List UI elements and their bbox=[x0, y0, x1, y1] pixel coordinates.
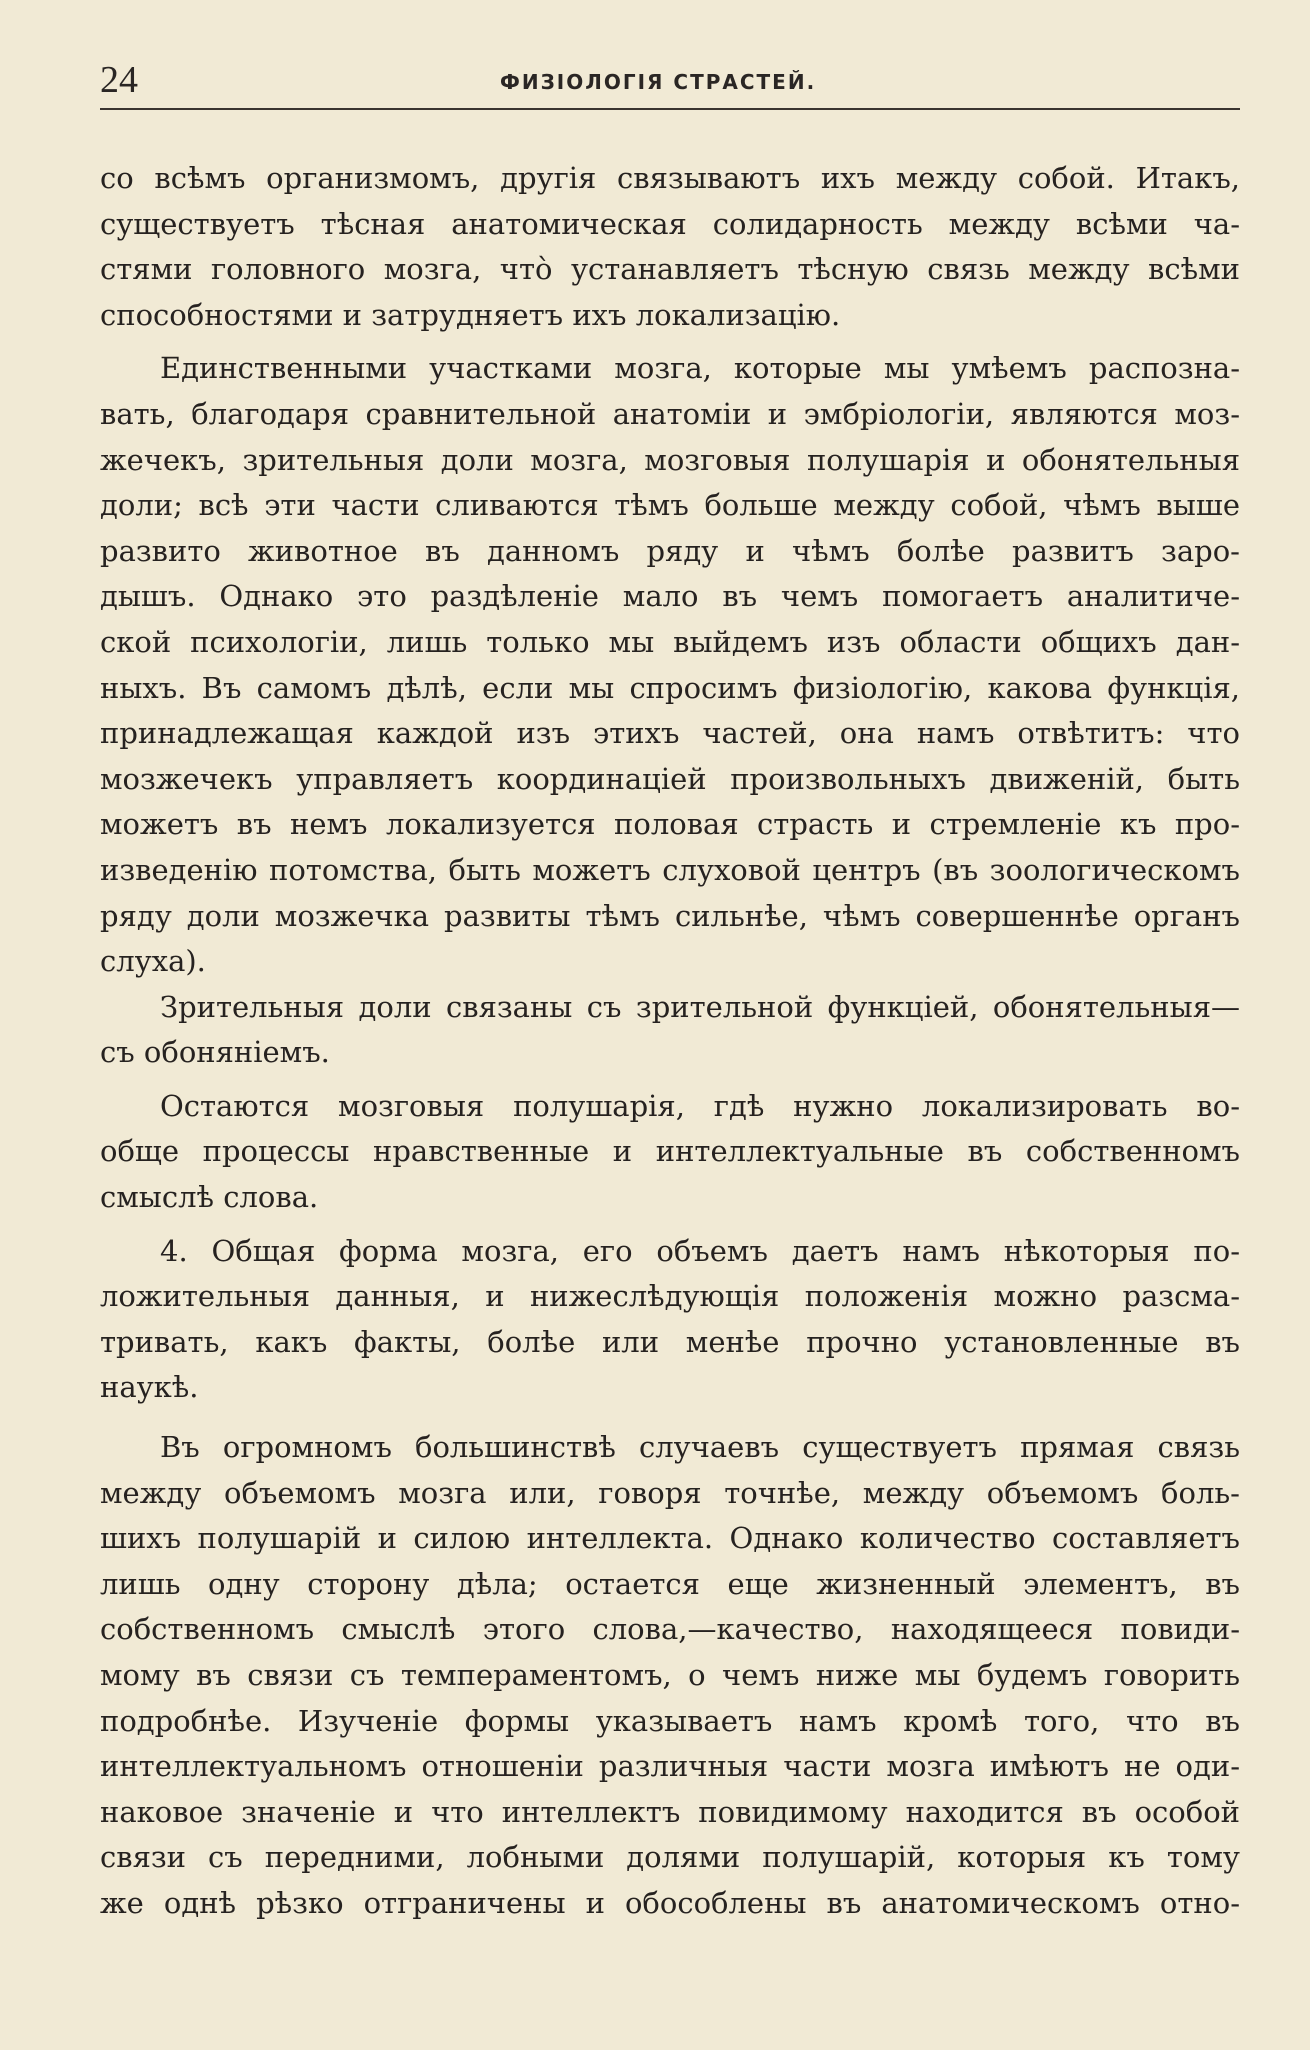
text-line: стями головного мозга, что̀ устанавляетъ тѣсную связь между всѣми bbox=[100, 252, 1240, 287]
text-line: изведенію потомства, быть можетъ слуховой центръ (въ зоологическомъ bbox=[100, 852, 1240, 887]
text-line: интеллектуальномъ отношеніи различныя части мозга имѣютъ не оди- bbox=[100, 1749, 1240, 1784]
paragraph bbox=[100, 346, 1240, 984]
header-rule bbox=[100, 108, 1240, 110]
text-line: лишь одну сторону дѣла; остается еще жизненный элементъ, въ bbox=[100, 1566, 1240, 1601]
text-line: принадлежащая каждой изъ этихъ частей, она намъ отвѣтитъ: что bbox=[100, 716, 1240, 751]
text-line: ской психологіи, лишь только мы выйдемъ изъ области общихъ дан- bbox=[100, 624, 1240, 659]
text-line: Остаются мозговыя полушарія, гдѣ нужно локализировать во- bbox=[160, 1088, 1240, 1123]
text-line: ныхъ. Въ самомъ дѣлѣ, если мы спросимъ физіологію, какова функція, bbox=[100, 670, 1240, 705]
text-line: развито животное въ данномъ ряду и чѣмъ болѣе развитъ заро- bbox=[100, 533, 1240, 568]
paragraph bbox=[100, 1229, 1240, 1411]
page-header bbox=[100, 58, 1240, 108]
text-line: ложительныя данныя, и нижеслѣдующія положенія можно разсма- bbox=[100, 1279, 1240, 1314]
text-line: способностями и затрудняетъ ихъ локализацію. bbox=[100, 297, 841, 332]
text-line: Въ огромномъ большинствѣ случаевъ существуетъ прямая связь bbox=[160, 1430, 1240, 1465]
text-line: жечекъ, зрительныя доли мозга, мозговыя полушарія и обонятельныя bbox=[100, 442, 1240, 477]
page-number: 24 bbox=[100, 59, 138, 101]
paragraph bbox=[100, 156, 1240, 338]
text-line: съ обоняніемъ. bbox=[100, 1035, 330, 1070]
text-line: связи съ передними, лобными долями полушарій, которыя къ тому bbox=[100, 1840, 1240, 1875]
text-line: существуетъ тѣсная анатомическая солидарность между всѣми ча- bbox=[100, 206, 1240, 241]
text-line: вать, благодаря сравнительной анатоміи и эмбріологіи, являются моз- bbox=[100, 396, 1240, 431]
text-line: Зрительныя доли связаны съ зрительной функціей, обонятельныя— bbox=[160, 989, 1240, 1024]
text-line: смыслѣ слова. bbox=[100, 1180, 319, 1215]
text-line: Единственными участками мозга, которые мы умѣемъ распозна- bbox=[160, 351, 1240, 386]
text-line: дышъ. Однако это раздѣленіе мало въ чемъ помогаетъ аналитиче- bbox=[100, 579, 1240, 614]
text-line: тривать, какъ факты, болѣе или менѣе прочно установленные въ bbox=[100, 1324, 1240, 1359]
text-line: мому въ связи съ темпераментомъ, о чемъ ниже мы будемъ говорить bbox=[100, 1658, 1240, 1692]
text-line: наковое значеніе и что интеллектъ повидимому находится въ особой bbox=[100, 1794, 1240, 1829]
text-line: шихъ полушарій и силою интеллекта. Однако количество составляетъ bbox=[100, 1521, 1240, 1556]
text-line: можетъ въ немъ локализуется половая страсть и стремленіе къ про- bbox=[100, 807, 1240, 842]
paragraph bbox=[100, 1084, 1240, 1221]
text-line: собственномъ смыслѣ этого слова,—качество, находящееся повиди- bbox=[100, 1612, 1240, 1647]
text-line: ряду доли мозжечка развиты тѣмъ сильнѣе, чѣмъ совершеннѣе органъ bbox=[100, 898, 1240, 933]
body-text bbox=[100, 156, 1240, 1927]
text-line: доли; всѣ эти части сливаются тѣмъ больше между собой, чѣмъ выше bbox=[100, 488, 1240, 523]
text-line: подробнѣе. Изученіе формы указываетъ намъ кромѣ того, что въ bbox=[100, 1703, 1240, 1738]
text-line: 4. Общая форма мозга, его объемъ даетъ намъ нѣкоторыя по- bbox=[160, 1233, 1240, 1268]
paragraph bbox=[100, 1425, 1240, 1927]
text-line: же однѣ рѣзко отграничены и обособлены въ анатомическомъ отно- bbox=[100, 1885, 1240, 1920]
text-line: слуха). bbox=[100, 944, 206, 979]
paragraph bbox=[100, 985, 1240, 1076]
text-line: обще процессы нравственные и интеллектуальные въ собственномъ bbox=[100, 1134, 1240, 1169]
text-line: между объемомъ мозга или, говоря точнѣе, между объемомъ боль- bbox=[100, 1475, 1240, 1510]
text-line: мозжечекъ управляетъ координаціей произвольныхъ движеній, быть bbox=[100, 761, 1240, 796]
text-line: наукѣ. bbox=[100, 1370, 199, 1405]
running-title: ФИЗІОЛОГІЯ СТРАСТЕЙ. bbox=[500, 70, 817, 94]
text-line: со всѣмъ организмомъ, другія связываютъ ихъ между собой. Итакъ, bbox=[100, 161, 1240, 195]
